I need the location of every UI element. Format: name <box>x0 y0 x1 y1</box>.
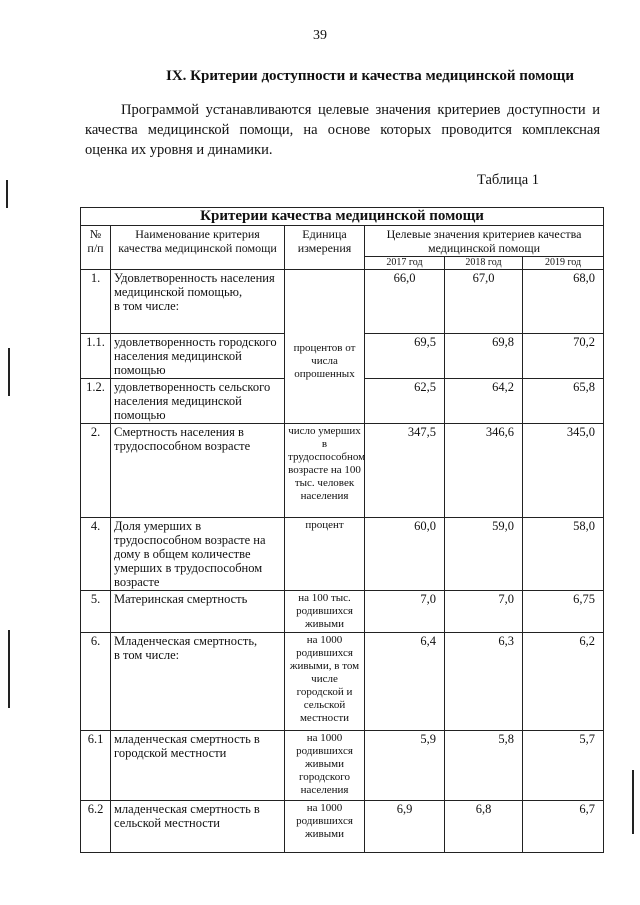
row-number: 6.2 <box>81 801 111 853</box>
row-value-2017: 60,0 <box>365 518 445 591</box>
row-value-2019: 5,7 <box>523 731 604 801</box>
row-value-2018: 64,2 <box>445 379 523 424</box>
table-caption-row <box>81 208 604 226</box>
table-row <box>81 591 604 633</box>
section-title: IX. Критерии доступности и качества медицинской помощи <box>166 68 574 84</box>
row-criterion-name: Смертность населения в трудоспособном возрасте <box>111 424 285 518</box>
row-value-2018: 5,8 <box>445 731 523 801</box>
row-value-2017: 6,9 <box>365 801 445 853</box>
row-unit: на 1000 родившихся живыми городского населения <box>285 731 365 801</box>
row-criterion-name: Материнская смертность <box>111 591 285 633</box>
row-unit: число умерших в трудоспособном возрасте на 100 тыс. человек населения <box>285 424 365 518</box>
row-number: 1.2. <box>81 379 111 424</box>
table-row <box>81 270 604 334</box>
margin-mark <box>8 630 10 708</box>
table-row <box>81 731 604 801</box>
row-criterion-name: Удовлетворенность населения медицинской помощью, в том числе: <box>111 270 285 334</box>
margin-mark <box>6 180 8 208</box>
row-value-2019: 58,0 <box>523 518 604 591</box>
row-value-2017: 6,4 <box>365 633 445 731</box>
row-unit: на 1000 родившихся живыми <box>285 801 365 853</box>
row-number: 6.1 <box>81 731 111 801</box>
row-criterion-name: удовлетворенность городского населения медицинской помощью <box>111 334 285 379</box>
row-value-2018: 59,0 <box>445 518 523 591</box>
row-criterion-name: Доля умерших в трудоспособном возрасте на дому в общем количестве умерших в трудоспособном возрасте <box>111 518 285 591</box>
row-number: 6. <box>81 633 111 731</box>
row-number: 1. <box>81 270 111 334</box>
table-header-row <box>81 226 604 257</box>
intro-paragraph: Программой устанавливаются целевые значения критериев доступности и качества медицинской помощи, на основе которых проводится комплексная оценка их уровня и динамики. <box>85 102 600 158</box>
row-criterion-name: младенческая смертность в городской местности <box>111 731 285 801</box>
row-number: 1.1. <box>81 334 111 379</box>
row-unit-shared: процентов от числа опрошенных <box>285 270 365 424</box>
row-number: 5. <box>81 591 111 633</box>
row-value-2017: 69,5 <box>365 334 445 379</box>
row-value-2017: 7,0 <box>365 591 445 633</box>
row-criterion-name: младенческая смертность в сельской местности <box>111 801 285 853</box>
header-name: Наименование критерия качества медицинской помощи <box>111 226 285 270</box>
header-number: № п/п <box>81 226 111 270</box>
table-caption: Критерии качества медицинской помощи <box>81 208 604 226</box>
row-value-2018: 6,8 <box>445 801 523 853</box>
table-row <box>81 633 604 731</box>
row-value-2019: 6,75 <box>523 591 604 633</box>
criteria-table <box>80 207 604 853</box>
margin-mark <box>632 770 634 834</box>
table-row <box>81 424 604 518</box>
row-value-2019: 70,2 <box>523 334 604 379</box>
header-year-2018: 2018 год <box>445 257 523 270</box>
row-value-2017: 5,9 <box>365 731 445 801</box>
row-value-2019: 68,0 <box>523 270 604 334</box>
header-unit: Единица измерения <box>285 226 365 270</box>
row-criterion-name: удовлетворенность сельского населения медицинской помощью <box>111 379 285 424</box>
row-unit: на 100 тыс. родившихся живыми <box>285 591 365 633</box>
row-value-2018: 67,0 <box>445 270 523 334</box>
header-year-2019: 2019 год <box>523 257 604 270</box>
row-value-2019: 345,0 <box>523 424 604 518</box>
row-number: 2. <box>81 424 111 518</box>
row-value-2017: 347,5 <box>365 424 445 518</box>
row-value-2019: 6,7 <box>523 801 604 853</box>
table-row <box>81 518 604 591</box>
row-unit: процент <box>285 518 365 591</box>
row-unit: на 1000 родившихся живыми, в том числе городской и сельской местности <box>285 633 365 731</box>
table-label: Таблица 1 <box>477 172 540 188</box>
row-value-2018: 6,3 <box>445 633 523 731</box>
row-value-2018: 7,0 <box>445 591 523 633</box>
header-year-2017: 2017 год <box>365 257 445 270</box>
header-target-values: Целевые значения критериев качества медицинской помощи <box>365 226 604 257</box>
margin-mark <box>8 348 10 396</box>
table-row <box>81 801 604 853</box>
row-criterion-name: Младенческая смертность, в том числе: <box>111 633 285 731</box>
row-value-2017: 62,5 <box>365 379 445 424</box>
page-number: 39 <box>313 28 327 43</box>
row-value-2018: 69,8 <box>445 334 523 379</box>
row-value-2019: 65,8 <box>523 379 604 424</box>
row-value-2019: 6,2 <box>523 633 604 731</box>
row-number: 4. <box>81 518 111 591</box>
row-value-2018: 346,6 <box>445 424 523 518</box>
row-value-2017: 66,0 <box>365 270 445 334</box>
